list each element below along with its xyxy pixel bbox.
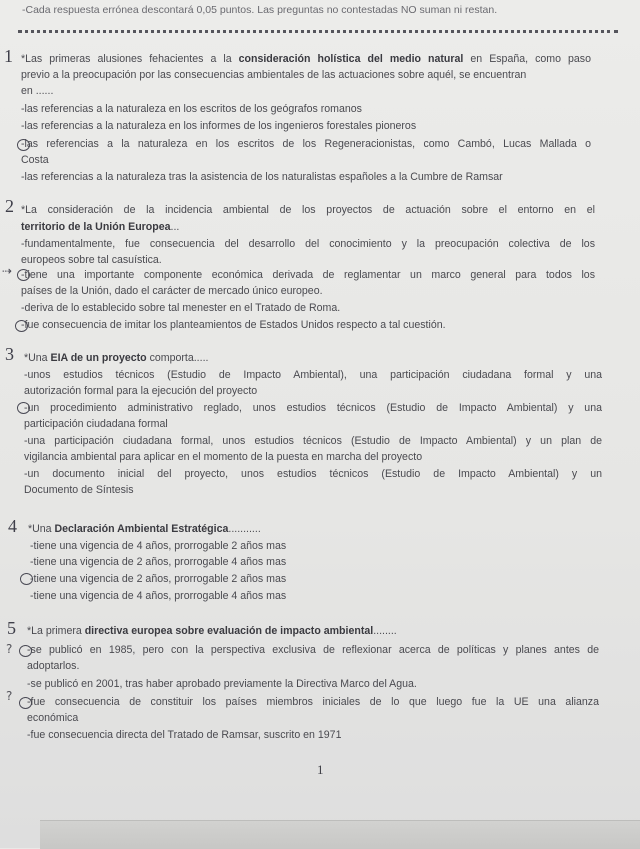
question-stem-line: *La consideración de la incidencia ambiental de los proyectos de actuación sobre el entorno en el: [21, 204, 595, 216]
answer-option[interactable]: -se publicó en 1985, pero con la perspectiva exclusiva de reflexionar acerca de políticas y planes antes de: [27, 644, 599, 656]
answer-option[interactable]: -tiene una vigencia de 2 años, prorrogable 2 años mas: [30, 573, 287, 585]
answer-option[interactable]: -las referencias a la naturaleza tras la asistencia de los naturalistas españoles a la Cumbre de Ramsar: [21, 171, 503, 183]
answer-option[interactable]: -las referencias a la naturaleza en los escritos de los Regeneracionistas, como Cambó, Lucas Mallada o: [21, 138, 591, 150]
answer-option[interactable]: -deriva de lo establecido sobre tal menester en el Tratado de Roma.: [21, 302, 341, 314]
dotted-separator: [18, 30, 618, 33]
answer-option[interactable]: -una participación ciudadana formal, unos estudios técnicos (Estudio de Impacto Ambiental) y un plan de: [24, 435, 602, 447]
answer-option-continuation: adoptarlos.: [27, 660, 80, 672]
question-stem-line: previo a la preocupación por las consecuencias ambientales de las actuaciones sobre aquél, se encuentran: [21, 69, 527, 81]
question-stem-line: *Las primeras alusiones fehacientes a la consideración holística del medio natural en España, como paso: [21, 53, 591, 65]
answer-option[interactable]: -fue consecuencia de imitar los planteamientos de Estados Unidos respecto a tal cuestión.: [21, 319, 446, 331]
arrow-mark-icon: ⇢: [2, 264, 13, 278]
question-stem-line: *Una EIA de un proyecto comporta.....: [24, 352, 209, 364]
question-mark-annotation: ?: [6, 689, 13, 703]
answer-option[interactable]: -un documento inicial del proyecto, unos estudios técnicos (Estudio de Impacto Ambiental) y un: [24, 468, 602, 480]
question-stem-line: *Una Declaración Ambiental Estratégica...........: [28, 523, 261, 535]
question-number: 5: [7, 618, 16, 638]
answer-option-continuation: vigilancia ambiental para aplicar en el momento de la puesta en marcha del proyecto: [24, 451, 423, 463]
answer-option[interactable]: -las referencias a la naturaleza en los escritos de los geógrafos romanos: [21, 103, 362, 115]
paper-fold-shadow: [40, 820, 640, 849]
answer-option[interactable]: -tiene una vigencia de 2 años, prorrogable 4 años mas: [30, 556, 287, 568]
question-stem-line: territorio de la Unión Europea...: [21, 221, 180, 233]
question-stem-line: en ......: [21, 85, 54, 97]
answer-option[interactable]: -unos estudios técnicos (Estudio de Impacto Ambiental), una participación ciudadana formal y una: [24, 369, 602, 381]
answer-option-continuation: países de la Unión, dado el carácter de mercado único europeo.: [21, 285, 323, 297]
question-number: 2: [5, 196, 14, 216]
answer-option[interactable]: -las referencias a la naturaleza en los informes de los ingenieros forestales pioneros: [21, 120, 417, 132]
answer-option[interactable]: -fue consecuencia de constituir los países miembros iniciales de lo que luego fue la UE una alianza: [27, 696, 599, 708]
answer-option[interactable]: -tiene una vigencia de 4 años, prorrogable 4 años mas: [30, 590, 287, 602]
question-number: 3: [5, 344, 14, 364]
answer-option-continuation: Costa: [21, 154, 49, 166]
scoring-note: -Cada respuesta errónea descontará 0,05 puntos. Las preguntas no contestadas NO suman ni restan.: [22, 4, 498, 16]
answer-option[interactable]: -fundamentalmente, fue consecuencia del desarrollo del conocimiento y la preocupación colectiva de los: [21, 238, 595, 250]
answer-option-continuation: participación ciudadana formal: [24, 418, 168, 430]
answer-option-continuation: autorización formal para la ejecución del proyecto: [24, 385, 258, 397]
question-number: 4: [8, 516, 17, 536]
answer-option[interactable]: -tiene una vigencia de 4 años, prorrogable 2 años mas: [30, 540, 287, 552]
answer-option[interactable]: -un procedimiento administrativo reglado, unos estudios técnicos (Estudio de Impacto Ambiental) y una: [24, 402, 602, 414]
question-number: 1: [4, 46, 13, 66]
answer-option[interactable]: -se publicó en 2001, tras haber aprobado previamente la Directiva Marco del Agua.: [27, 678, 417, 690]
answer-option-continuation: europeos sobre tal casuística.: [21, 254, 162, 266]
answer-option-continuation: económica: [27, 712, 79, 724]
question-stem-line: *La primera directiva europea sobre evaluación de impacto ambiental........: [27, 625, 397, 637]
answer-option-continuation: Documento de Síntesis: [24, 484, 134, 496]
page-number: 1: [317, 762, 324, 777]
answer-option[interactable]: -tiene una importante componente económica derivada de reglamentar un marco general para todos los: [21, 269, 595, 281]
question-mark-annotation: ?: [6, 642, 13, 656]
answer-option[interactable]: -fue consecuencia directa del Tratado de Ramsar, suscrito en 1971: [27, 729, 342, 741]
